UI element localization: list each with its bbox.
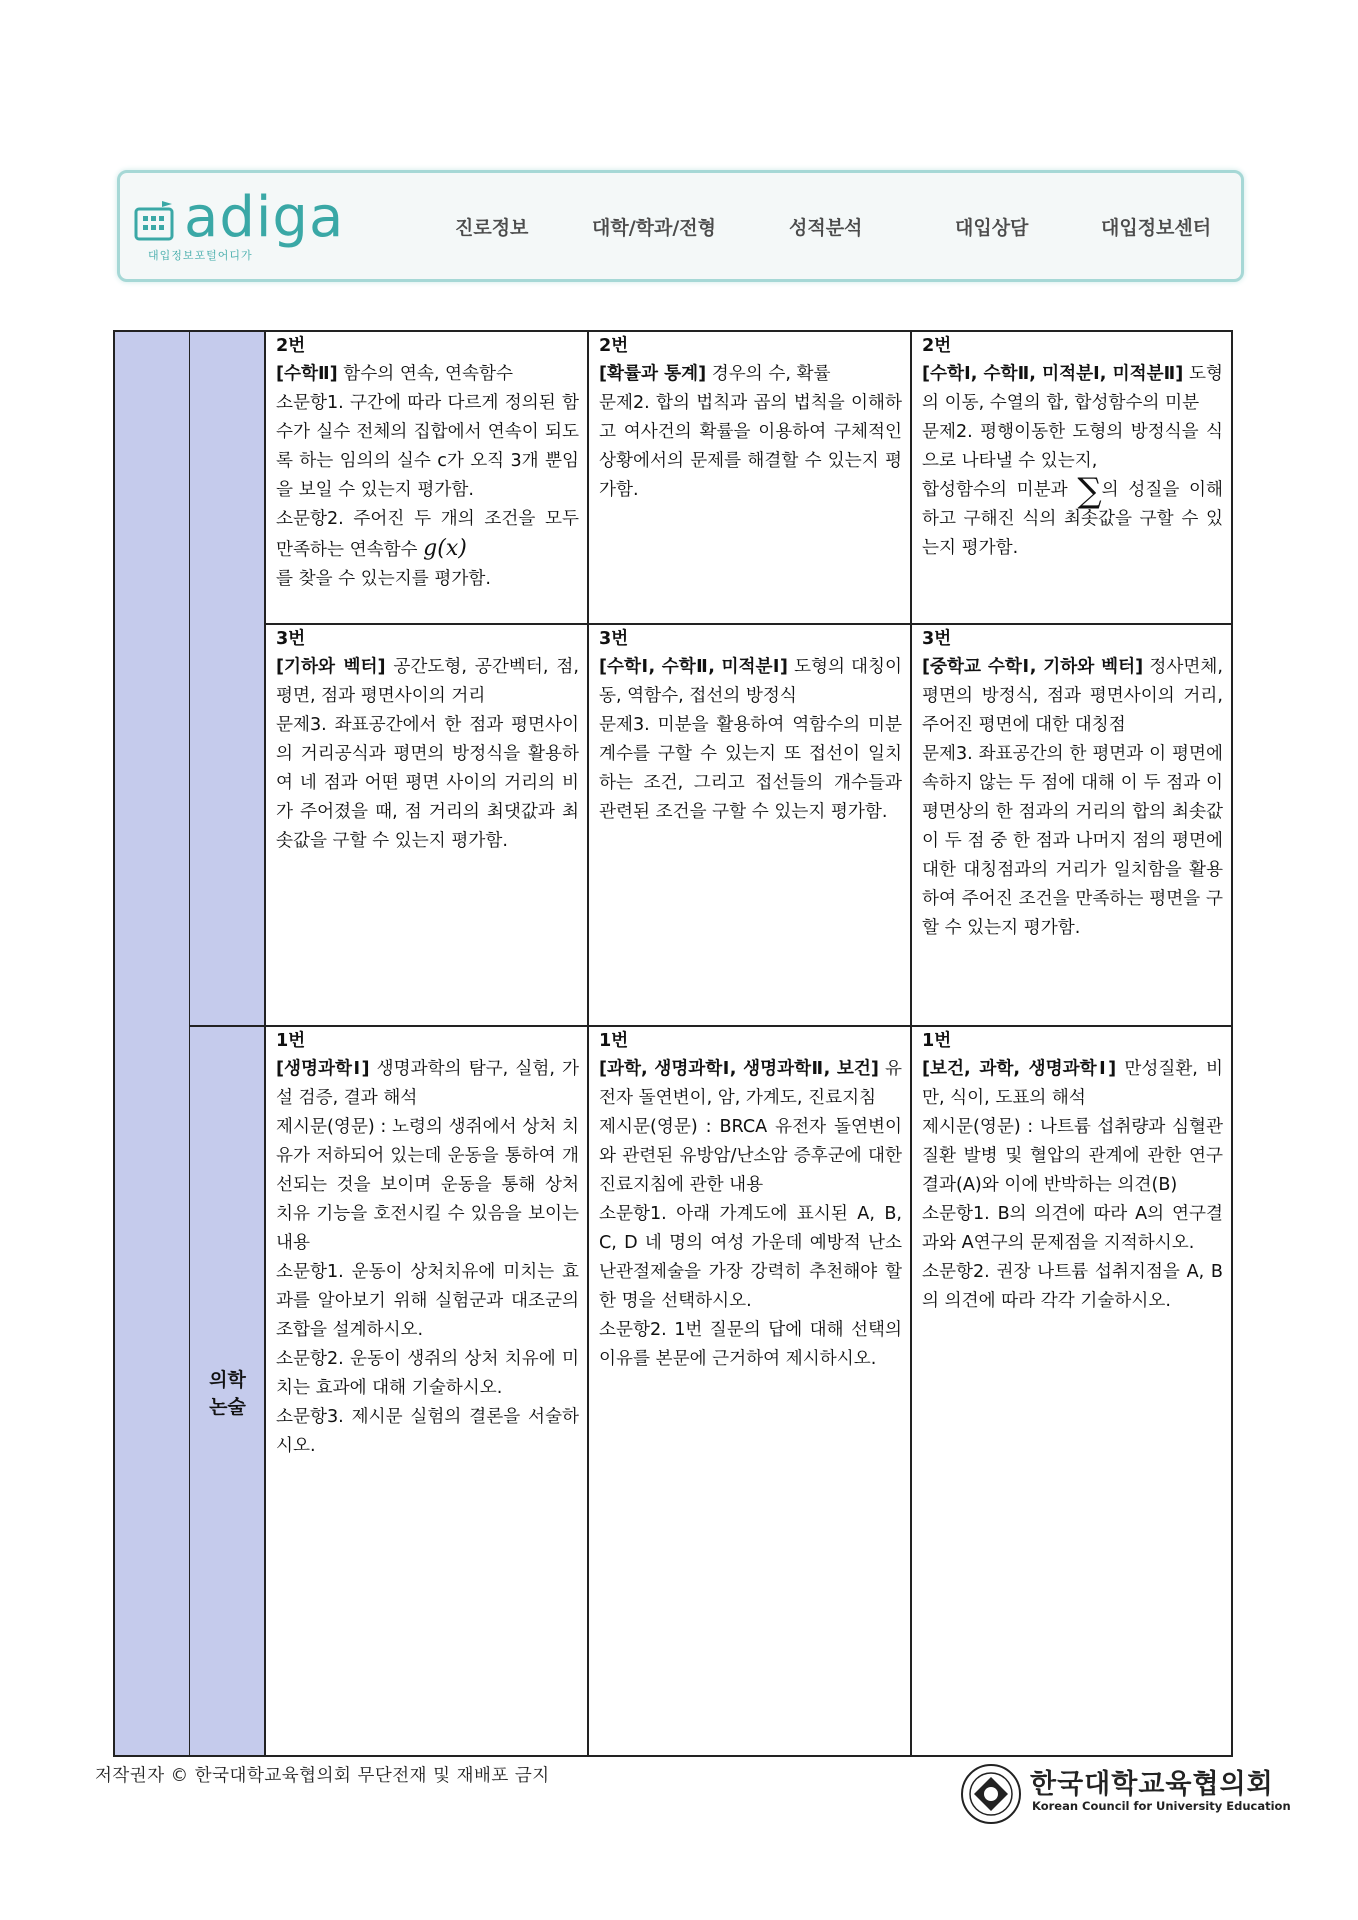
row1-col3-cell: 2번 [수학Ⅰ, 수학Ⅱ, 미적분Ⅰ, 미적분Ⅱ] 도형의 이동, 수열의 합, 합성함수의 미분 문제2. 평행이동한 도형의 방정식을 식으로 나타낼 수 있는지, 합성함수의 미분과 ∑의 성질을 이해하고 구해진 식의 최솟값을 구할 수 있는지 평가함. xyxy=(910,330,1233,625)
question-number: 3번 xyxy=(599,629,629,649)
subject-tag: [수학Ⅰ, 수학Ⅱ, 미적분Ⅰ, 미적분Ⅱ] xyxy=(922,364,1184,384)
question-number: 3번 xyxy=(922,629,952,649)
site-header-banner xyxy=(117,170,1244,282)
item-description: 소문항2. 1번 질문의 답에 대해 선택의 이유를 본문에 근거하여 제시하시오. xyxy=(599,1320,902,1369)
question-number: 1번 xyxy=(922,1031,952,1051)
passage-description: 제시문(영문) : BRCA 유전자 돌연변이와 관련된 유방암/난소암 증후군에 대한 진료지침에 관한 내용 xyxy=(599,1117,902,1195)
item-description: 문제2. 합의 법칙과 곱의 법칙을 이해하고 여사건의 확률을 이용하여 구체적인 상황에서의 문제를 해결할 수 있는지 평가함. xyxy=(599,393,902,500)
row1-col2-cell: 2번 [확률과 통계] 경우의 수, 확률 문제2. 합의 법칙과 곱의 법칙을 이해하고 여사건의 확률을 이용하여 구체적인 상황에서의 문제를 해결할 수 있는지 평가함. xyxy=(587,330,912,625)
logo-wordmark: adiga xyxy=(184,185,345,250)
item-description: 소문항1. 운동이 상처치유에 미치는 효과를 알아보기 위해 실험군과 대조군의 조합을 설계하시오. xyxy=(276,1262,579,1340)
item-description: 소문항1. 구간에 따라 다르게 정의된 함수가 실수 전체의 집합에서 연속이 되도록 하는 임의의 실수 c가 오직 3개 뿐임을 보일 수 있는지 평가함. xyxy=(276,393,579,500)
item-description: 문제3. 미분을 활용하여 역함수의 미분계수를 구할 수 있는지 또 접선이 일치하는 조건, 그리고 접선들의 개수들과 관련된 조건을 구할 수 있는지 평가함. xyxy=(599,715,902,822)
question-number: 1번 xyxy=(276,1031,306,1051)
subject-tag: [수학Ⅰ, 수학Ⅱ, 미적분Ⅰ] xyxy=(599,657,788,677)
passage-description: 제시문(영문) : 노령의 생쥐에서 상처 치유가 저하되어 있는데 운동을 통하여 개선되는 것을 보이며 운동을 통해 상처 치유 기능을 호전시킬 수 있음을 보이는 내용 xyxy=(276,1117,579,1253)
question-number: 2번 xyxy=(599,336,629,356)
subject-tag: [생명과학Ⅰ] xyxy=(276,1059,370,1079)
row3-col2-cell: 1번 [과학, 생명과학Ⅰ, 생명과학Ⅱ, 보건] 유전자 돌연변이, 암, 가계도, 진료지침 제시문(영문) : BRCA 유전자 돌연변이와 관련된 유방암/난소암 증후군에 대한 진료지침에 관한 내용 소문항1. 아래 가계도에 표시된 A, B, C, D 네 명의 여성 가운데 예방적 난소난관절제술을 가장 강력히 추천해야 할 한 명을 선택하시오. 소문항2. 1번 질문의 답에 대해 선택의 이유를 본문에 근거하여 제시하시오. xyxy=(587,1025,912,1757)
adiga-logo[interactable] xyxy=(134,185,345,271)
subject-tag: [기하와 벡터] xyxy=(276,657,386,677)
row3-col1-cell: 1번 [생명과학Ⅰ] 생명과학의 탐구, 실험, 가설 검증, 결과 해석 제시문(영문) : 노령의 생쥐에서 상처 치유가 저하되어 있는데 운동을 통하여 개선되는 것을 보이며 운동을 통해 상처 치유 기능을 호전시킬 수 있음을 보이는 내용 소문항1. 운동이 상처치유에 미치는 효과를 알아보기 위해 실험군과 대조군의 조합을 설계하시오. 소문항2. 운동이 생쥐의 상처 치유에 미치는 효과에 대해 기술하시오. 소문항3. 제시문 실험의 결론을 서술하시오. xyxy=(264,1025,589,1757)
nav-score-analysis[interactable]: 성적분석 xyxy=(789,217,863,239)
row2-col3-cell: 3번 [중학교 수학Ⅰ, 기하와 벡터] 정사면체, 평면의 방정식, 점과 평면사이의 거리, 주어진 평면에 대한 대칭점 문제3. 좌표공간의 한 평면과 이 평면에 속하지 않는 두 점에 대해 이 두 점과 이 평면상의 한 점과의 거리의 합의 최솟값이 두 점 중 한 점과 나머지 점의 평면에 대한 대칭점과의 거리가 일치함을 활용하여 주어진 조건을 만족하는 평면을 구할 수 있는지 평가함. xyxy=(910,623,1233,1027)
row3-col3-cell: 1번 [보건, 과학, 생명과학Ⅰ] 만성질환, 비만, 식이, 도표의 해석 제시문(영문) : 나트륨 섭취량과 심혈관질환 발병 및 혈압의 관계에 관한 연구 결과(A)와 이에 반박하는 의견(B) 소문항1. B의 의견에 따라 A의 연구결과와 A연구의 문제점을 지적하시오. 소문항2. 권장 나트륨 섭취지점을 A, B의 의견에 따라 각각 기술하시오. xyxy=(910,1025,1233,1757)
subject-tag: [확률과 통계] xyxy=(599,364,707,384)
subject-tag: [수학Ⅱ] xyxy=(276,364,338,384)
building-icon xyxy=(134,199,176,245)
passage-description: 제시문(영문) : 나트륨 섭취량과 심혈관질환 발병 및 혈압의 관계에 관한 연구 결과(A)와 이에 반박하는 의견(B) xyxy=(922,1117,1223,1195)
exam-analysis-table xyxy=(113,330,1233,1757)
item-description: 소문항3. 제시문 실험의 결론을 서술하시오. xyxy=(276,1407,579,1456)
item-description: 문제3. 좌표공간에서 한 점과 평면사이의 거리공식과 평면의 방정식을 활용하여 네 점과 어떤 평면 사이의 거리의 비가 주어졌을 때, 점 거리의 최댓값과 최솟값을 구할 수 있는지 평가함. xyxy=(276,715,579,851)
subcategory-cell-upper xyxy=(189,330,264,1025)
kcue-seal-icon xyxy=(960,1763,1022,1825)
row2-col2-cell: 3번 [수학Ⅰ, 수학Ⅱ, 미적분Ⅰ] 도형의 대칭이동, 역함수, 접선의 방정식 문제3. 미분을 활용하여 역함수의 미분계수를 구할 수 있는지 또 접선이 일치하는 조건, 그리고 접선들의 개수들과 관련된 조건을 구할 수 있는지 평가함. xyxy=(587,623,912,1027)
item-description: 문제3. 좌표공간의 한 평면과 이 평면에 속하지 않는 두 점에 대해 이 두 점과 이 평면상의 한 점과의 거리의 합의 최솟값이 두 점 중 한 점과 나머지 점의 평면에 대한 대칭점과의 거리가 일치함을 활용하여 주어진 조건을 만족하는 평면을 구할 수 있는지 평가함. xyxy=(922,744,1223,938)
item-description: 소문항2. 권장 나트륨 섭취지점을 A, B의 의견에 따라 각각 기술하시오. xyxy=(922,1262,1223,1311)
item-description: 소문항1. 아래 가계도에 표시된 A, B, C, D 네 명의 여성 가운데 예방적 난소난관절제술을 가장 강력히 추천해야 할 한 명을 선택하시오. xyxy=(599,1204,902,1311)
question-number: 3번 xyxy=(276,629,306,649)
kcue-name-english: Korean Council for University Education xyxy=(1032,1799,1291,1813)
copyright-notice: 저작권자 © 한국대학교육협의회 무단전재 및 재배포 금지 xyxy=(95,1766,550,1786)
item-description: 소문항2. 운동이 생쥐의 상처 치유에 미치는 효과에 대해 기술하시오. xyxy=(276,1349,579,1398)
nav-admission-center[interactable]: 대입정보센터 xyxy=(1101,217,1212,239)
subcategory-cell-medical xyxy=(189,1025,264,1757)
kcue-name-korean: 한국대학교육협의회 xyxy=(1030,1769,1274,1800)
nav-career-info[interactable]: 진로정보 xyxy=(455,217,529,239)
nav-university-major[interactable]: 대학/학과/전형 xyxy=(592,217,717,239)
subject-tag: [보건, 과학, 생명과학Ⅰ] xyxy=(922,1059,1117,1079)
question-number: 2번 xyxy=(922,336,952,356)
nav-admission-consult[interactable]: 대입상담 xyxy=(955,217,1029,239)
category-column xyxy=(113,330,189,1757)
question-number: 2번 xyxy=(276,336,306,356)
item-description: 문제2. 평행이동한 도형의 방정식을 식으로 나타낼 수 있는지, xyxy=(922,422,1223,471)
item-description: 소문항1. B의 의견에 따라 A의 연구결과와 A연구의 문제점을 지적하시오. xyxy=(922,1204,1223,1253)
logo-subtitle: 대입정보포털어디가 xyxy=(148,249,253,262)
sigma-symbol: ∑ xyxy=(1077,471,1102,511)
question-number: 1번 xyxy=(599,1031,629,1051)
row1-col1-cell: 2번 [수학Ⅱ] 함수의 연속, 연속함수 소문항1. 구간에 따라 다르게 정의된 함수가 실수 전체의 집합에서 연속이 되도록 하는 임의의 실수 c가 오직 3개 뿐임을 보일 수 있는지 평가함. 소문항2. 주어진 두 개의 조건을 모두 만족하는 연속함수 g(x) 를 찾을 수 있는지를 평가함. xyxy=(264,330,589,625)
medical-essay-label: 의학 논술 xyxy=(209,1369,246,1418)
row2-col1-cell: 3번 [기하와 벡터] 공간도형, 공간벡터, 점, 평면, 점과 평면사이의 거리 문제3. 좌표공간에서 한 점과 평면사이의 거리공식과 평면의 방정식을 활용하여 네 점과 어떤 평면 사이의 거리의 비가 주어졌을 때, 점 거리의 최댓값과 최솟값을 구할 수 있는지 평가함. xyxy=(264,623,589,1027)
subject-tag: [중학교 수학Ⅰ, 기하와 벡터] xyxy=(922,657,1144,677)
function-gx: g(x) xyxy=(423,536,467,561)
subject-tag: [과학, 생명과학Ⅰ, 생명과학Ⅱ, 보건] xyxy=(599,1059,879,1079)
